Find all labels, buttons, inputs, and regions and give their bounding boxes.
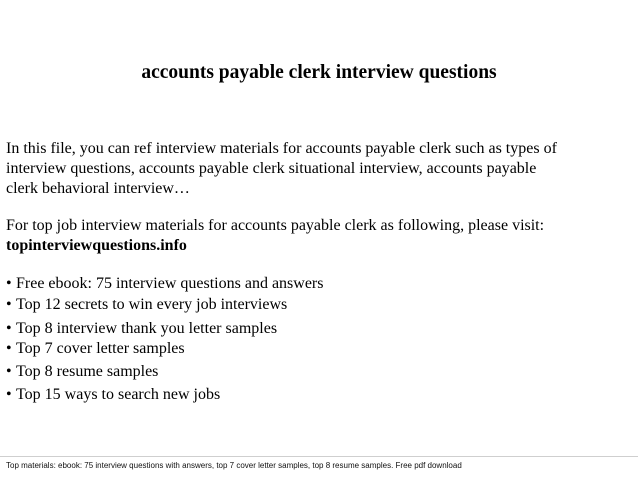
list-item: • Top 12 secrets to win every job interviews xyxy=(6,296,288,313)
list-item: • Free ebook: 75 interview questions and answers xyxy=(6,275,324,292)
list-item: • Top 7 cover letter samples xyxy=(6,340,185,357)
footer-text: Top materials: ebook: 75 interview questions with answers, top 7 cover letter samples, top 8 resume samples. Free pdf download xyxy=(6,461,462,470)
list-item: • Top 8 resume samples xyxy=(6,363,159,380)
intro-line-2: interview questions, accounts payable clerk situational interview, accounts payable xyxy=(6,160,537,177)
intro-paragraph xyxy=(6,139,636,199)
bullet-icon: • xyxy=(6,386,12,403)
bullet-icon: • xyxy=(6,296,12,313)
bullet-icon: • xyxy=(6,363,12,380)
visit-paragraph xyxy=(6,216,636,256)
bullet-icon: • xyxy=(6,320,12,337)
website-link[interactable]: topinterviewquestions.info xyxy=(6,237,187,254)
list-item: • Top 8 interview thank you letter samples xyxy=(6,320,278,337)
page-title: accounts payable clerk interview questions xyxy=(141,62,497,83)
bullet-icon: • xyxy=(6,275,12,292)
footer-divider xyxy=(0,456,638,457)
intro-line-1: In this file, you can ref interview materials for accounts payable clerk such as types of xyxy=(6,140,557,157)
bullet-icon: • xyxy=(6,340,12,357)
list-item: • Top 15 ways to search new jobs xyxy=(6,386,221,403)
intro-line-3: clerk behavioral interview… xyxy=(6,180,190,197)
visit-text: For top job interview materials for accounts payable clerk as following, please visit: xyxy=(6,217,545,234)
